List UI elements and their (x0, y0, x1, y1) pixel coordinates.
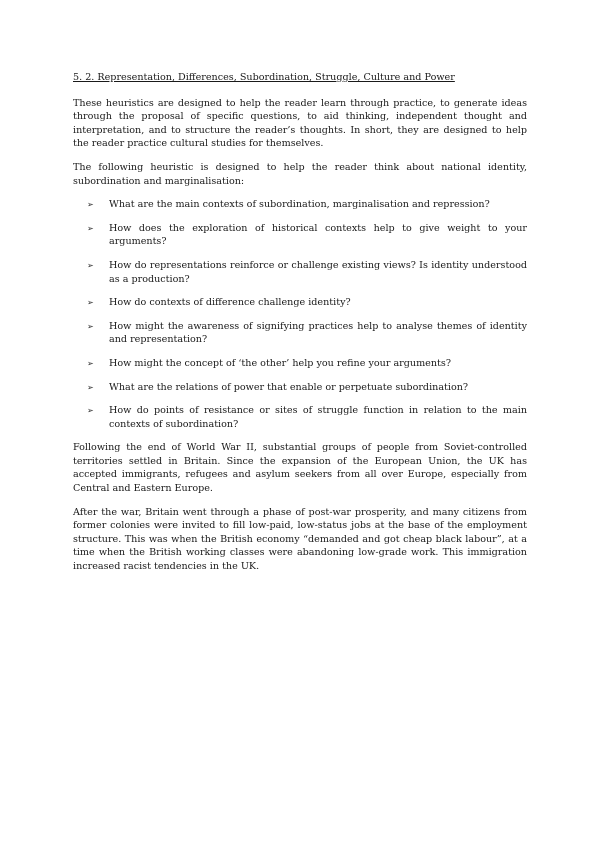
arrow-bullet-icon: ➢ (87, 406, 94, 416)
arrow-bullet-icon: ➢ (87, 260, 94, 270)
list-item-text: How might the concept of ‘the other’ help you refine your arguments? (109, 357, 451, 369)
list-item-text: What are the main contexts of subordination, marginalisation and repression? (109, 199, 490, 211)
postwar-migration-paragraph: Following the end of World War II, substantial groups of people from Soviet-controlled territories settled in Britain. Since the expansion of the European Union, the UK has accepted immigrants, refugees and asylum seekers from all over Europe, especially from Central and Eastern Europe. (73, 442, 527, 495)
list-item (73, 404, 527, 431)
arrow-bullet-icon: ➢ (87, 223, 94, 233)
list-item-text: How do points of resistance or sites of struggle function in relation to the main contexts of subordination? (109, 405, 527, 430)
list-item (73, 222, 527, 249)
document-page (73, 71, 527, 584)
list-item-text: How might the awareness of signifying practices help to analyse themes of identity and representation? (109, 320, 527, 346)
question-list (73, 198, 527, 431)
arrow-bullet-icon: ➢ (87, 298, 94, 308)
arrow-bullet-icon: ➢ (87, 321, 94, 331)
list-item-text: How does the exploration of historical contexts help to give weight to your arguments? (109, 222, 527, 248)
list-item (73, 381, 527, 395)
list-item (73, 259, 527, 286)
arrow-bullet-icon: ➢ (87, 382, 94, 392)
heuristic-intro-paragraph: The following heuristic is designed to help the reader think about national identity, subordination and marginalisation: (73, 161, 527, 187)
postwar-labour-paragraph: After the war, Britain went through a phase of post-war prosperity, and many citizens from former colonies were invited to fill low-paid, low-status jobs at the base of the employment structure. This was when the British economy “demanded and got cheap black labour”, at a time when the British working classes were abandoning low-grade work. This immigration increased racist tendencies in the UK. (73, 506, 527, 573)
arrow-bullet-icon: ➢ (87, 200, 94, 210)
arrow-bullet-icon: ➢ (87, 358, 94, 368)
list-item (73, 296, 527, 310)
list-item-text: How do contexts of difference challenge identity? (109, 297, 351, 309)
list-item (73, 320, 527, 347)
list-item (73, 357, 527, 371)
list-item-text: What are the relations of power that enable or perpetuate subordination? (109, 381, 469, 393)
intro-paragraph: These heuristics are designed to help the reader learn through practice, to generate ideas through the proposal of specific questions, to aid thinking, independent thought and interpretation, and to structure the reader’s thoughts. In short, they are designed to help the reader practice cultural studies for themselves. (73, 97, 527, 150)
section-heading: 5. 2. Representation, Differences, Subordination, Struggle, Culture and Power (73, 72, 455, 83)
list-item (73, 198, 527, 212)
list-item-text: How do representations reinforce or challenge existing views? Is identity understood as a production? (109, 259, 527, 285)
